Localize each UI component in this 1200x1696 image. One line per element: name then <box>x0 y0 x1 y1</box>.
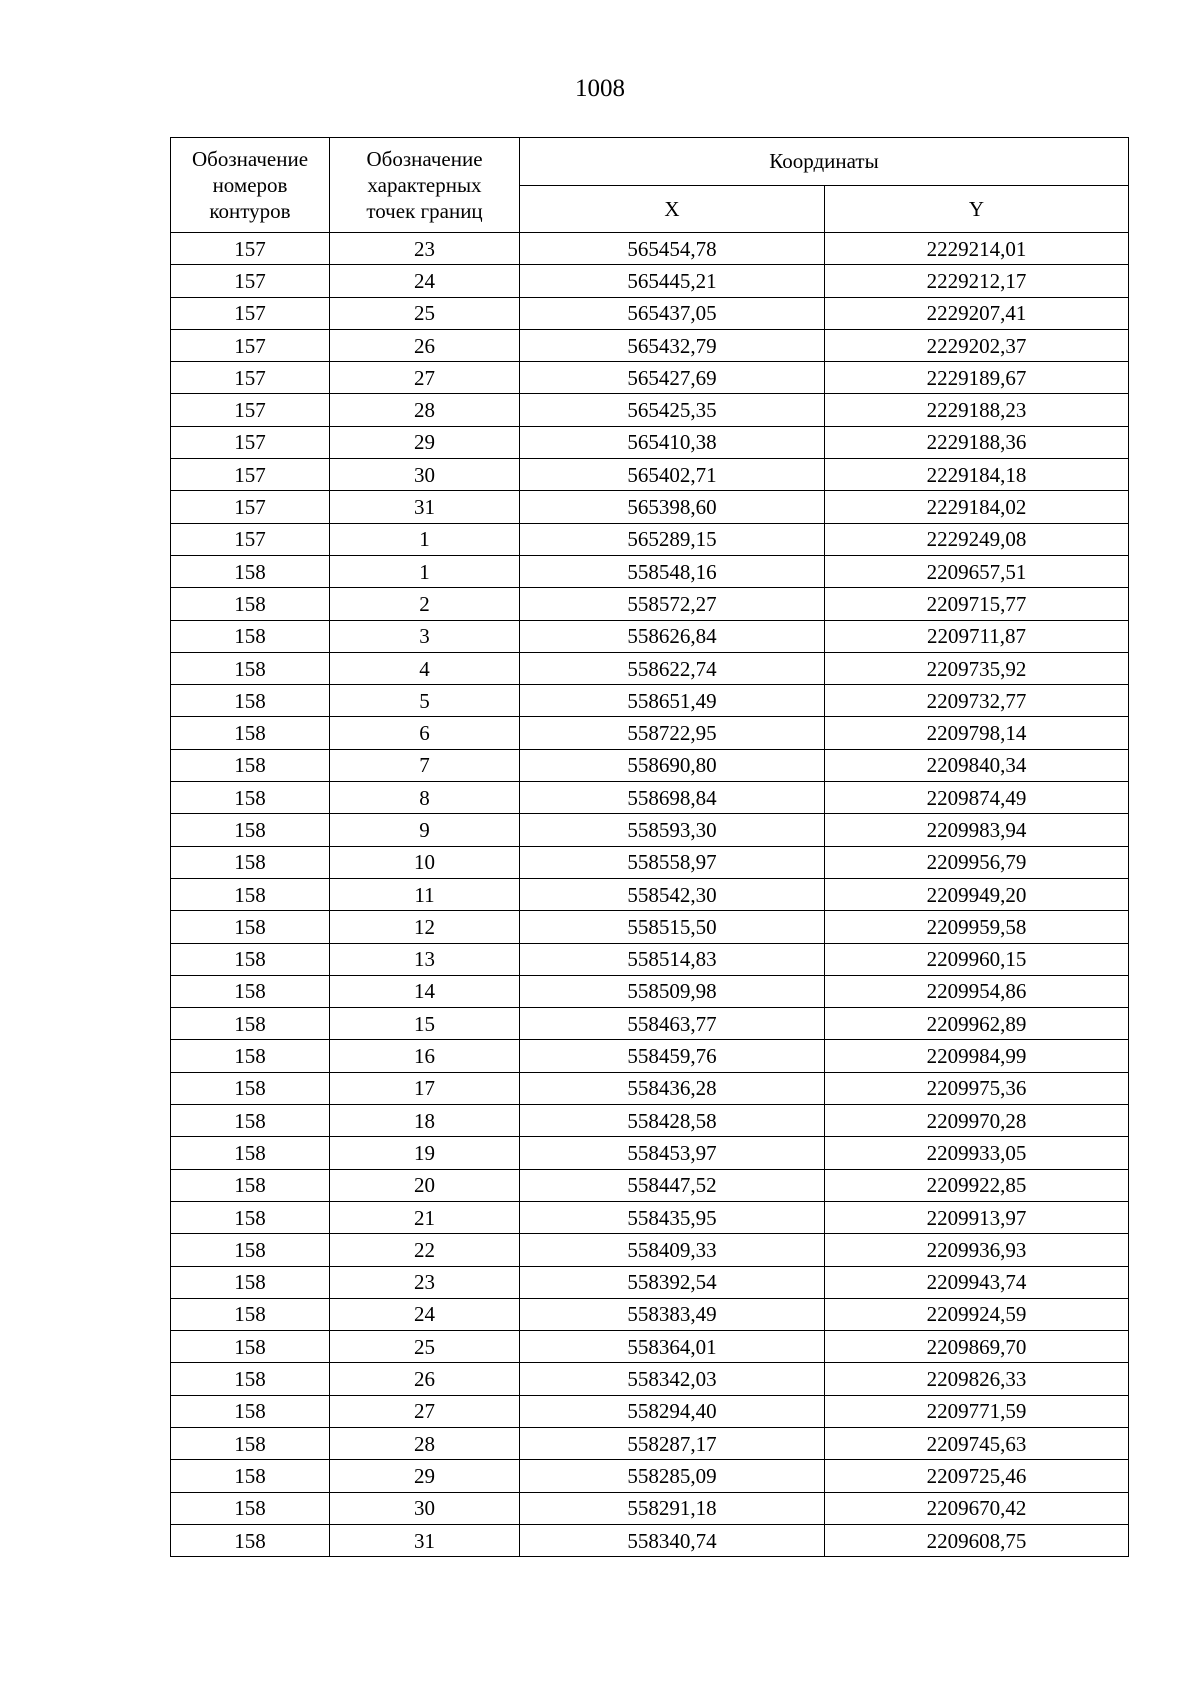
cell-point-number: 6 <box>330 717 520 749</box>
cell-point-number: 21 <box>330 1201 520 1233</box>
cell-contour-number: 158 <box>171 1072 330 1104</box>
cell-x-coordinate: 565402,71 <box>520 459 825 491</box>
cell-y-coordinate: 2229249,08 <box>825 523 1129 555</box>
table-row <box>171 652 1129 684</box>
cell-x-coordinate: 558548,16 <box>520 555 825 587</box>
cell-y-coordinate: 2229212,17 <box>825 265 1129 297</box>
cell-contour-number: 157 <box>171 394 330 426</box>
cell-point-number: 15 <box>330 1008 520 1040</box>
cell-point-number: 25 <box>330 297 520 329</box>
cell-x-coordinate: 565410,38 <box>520 426 825 458</box>
cell-point-number: 22 <box>330 1234 520 1266</box>
cell-point-number: 8 <box>330 782 520 814</box>
cell-x-coordinate: 558342,03 <box>520 1363 825 1395</box>
cell-contour-number: 158 <box>171 685 330 717</box>
cell-x-coordinate: 565445,21 <box>520 265 825 297</box>
cell-contour-number: 158 <box>171 1427 330 1459</box>
cell-contour-number: 158 <box>171 1363 330 1395</box>
cell-x-coordinate: 558291,18 <box>520 1492 825 1524</box>
cell-point-number: 7 <box>330 749 520 781</box>
cell-x-coordinate: 558340,74 <box>520 1524 825 1556</box>
cell-contour-number: 158 <box>171 1298 330 1330</box>
cell-y-coordinate: 2209924,59 <box>825 1298 1129 1330</box>
cell-x-coordinate: 558515,50 <box>520 911 825 943</box>
cell-y-coordinate: 2209608,75 <box>825 1524 1129 1556</box>
cell-x-coordinate: 558294,40 <box>520 1395 825 1427</box>
table-row <box>171 297 1129 329</box>
table-row <box>171 620 1129 652</box>
header-coordinates: Координаты <box>520 138 1129 186</box>
cell-y-coordinate: 2209657,51 <box>825 555 1129 587</box>
cell-point-number: 19 <box>330 1137 520 1169</box>
cell-y-coordinate: 2209975,36 <box>825 1072 1129 1104</box>
cell-y-coordinate: 2209771,59 <box>825 1395 1129 1427</box>
table-row <box>171 1201 1129 1233</box>
cell-contour-number: 157 <box>171 362 330 394</box>
table-row <box>171 1137 1129 1169</box>
header-contour-line-1: Обозначение <box>191 147 309 171</box>
cell-y-coordinate: 2209735,92 <box>825 652 1129 684</box>
cell-y-coordinate: 2229184,18 <box>825 459 1129 491</box>
table-row <box>171 459 1129 491</box>
table-row <box>171 943 1129 975</box>
cell-point-number: 9 <box>330 814 520 846</box>
table-row <box>171 329 1129 361</box>
cell-contour-number: 157 <box>171 426 330 458</box>
cell-x-coordinate: 558558,97 <box>520 846 825 878</box>
cell-x-coordinate: 565427,69 <box>520 362 825 394</box>
cell-contour-number: 158 <box>171 588 330 620</box>
cell-x-coordinate: 558392,54 <box>520 1266 825 1298</box>
header-x: X <box>520 185 825 233</box>
cell-y-coordinate: 2209869,70 <box>825 1331 1129 1363</box>
cell-y-coordinate: 2209715,77 <box>825 588 1129 620</box>
cell-contour-number: 158 <box>171 975 330 1007</box>
cell-point-number: 2 <box>330 588 520 620</box>
cell-y-coordinate: 2209798,14 <box>825 717 1129 749</box>
cell-point-number: 27 <box>330 362 520 394</box>
cell-contour-number: 158 <box>171 1137 330 1169</box>
table-row <box>171 523 1129 555</box>
cell-contour-number: 157 <box>171 297 330 329</box>
cell-contour-number: 158 <box>171 1266 330 1298</box>
cell-contour-number: 158 <box>171 1234 330 1266</box>
cell-y-coordinate: 2209960,15 <box>825 943 1129 975</box>
cell-x-coordinate: 558287,17 <box>520 1427 825 1459</box>
cell-x-coordinate: 558509,98 <box>520 975 825 1007</box>
cell-x-coordinate: 565425,35 <box>520 394 825 426</box>
cell-contour-number: 157 <box>171 459 330 491</box>
table-row <box>171 1234 1129 1266</box>
cell-y-coordinate: 2209936,93 <box>825 1234 1129 1266</box>
cell-point-number: 29 <box>330 1460 520 1492</box>
cell-point-number: 10 <box>330 846 520 878</box>
table-row <box>171 1298 1129 1330</box>
cell-y-coordinate: 2209745,63 <box>825 1427 1129 1459</box>
table-row <box>171 233 1129 265</box>
cell-contour-number: 158 <box>171 943 330 975</box>
cell-contour-number: 157 <box>171 491 330 523</box>
table-body <box>171 233 1129 1557</box>
cell-point-number: 1 <box>330 523 520 555</box>
cell-contour-number: 158 <box>171 1492 330 1524</box>
cell-point-number: 20 <box>330 1169 520 1201</box>
cell-x-coordinate: 558409,33 <box>520 1234 825 1266</box>
table-row <box>171 878 1129 910</box>
cell-x-coordinate: 565454,78 <box>520 233 825 265</box>
cell-point-number: 18 <box>330 1105 520 1137</box>
cell-contour-number: 158 <box>171 717 330 749</box>
table-row <box>171 265 1129 297</box>
cell-point-number: 12 <box>330 911 520 943</box>
table-row <box>171 717 1129 749</box>
cell-point-number: 4 <box>330 652 520 684</box>
cell-point-number: 25 <box>330 1331 520 1363</box>
table-row <box>171 1331 1129 1363</box>
cell-y-coordinate: 2209956,79 <box>825 846 1129 878</box>
cell-point-number: 28 <box>330 1427 520 1459</box>
cell-point-number: 14 <box>330 975 520 1007</box>
cell-contour-number: 158 <box>171 1169 330 1201</box>
header-point-line-1: Обозначение <box>366 147 483 171</box>
cell-y-coordinate: 2209711,87 <box>825 620 1129 652</box>
table-row <box>171 1169 1129 1201</box>
table-row <box>171 555 1129 587</box>
cell-point-number: 17 <box>330 1072 520 1104</box>
cell-point-number: 30 <box>330 1492 520 1524</box>
cell-point-number: 3 <box>330 620 520 652</box>
table-row <box>171 1040 1129 1072</box>
cell-contour-number: 157 <box>171 265 330 297</box>
cell-y-coordinate: 2209970,28 <box>825 1105 1129 1137</box>
cell-contour-number: 158 <box>171 782 330 814</box>
table-row <box>171 588 1129 620</box>
cell-contour-number: 158 <box>171 814 330 846</box>
cell-y-coordinate: 2209670,42 <box>825 1492 1129 1524</box>
cell-x-coordinate: 558542,30 <box>520 878 825 910</box>
cell-point-number: 16 <box>330 1040 520 1072</box>
cell-y-coordinate: 2209984,99 <box>825 1040 1129 1072</box>
cell-contour-number: 157 <box>171 523 330 555</box>
cell-contour-number: 158 <box>171 1040 330 1072</box>
header-contour-line-3: контуров <box>209 199 291 223</box>
cell-x-coordinate: 558463,77 <box>520 1008 825 1040</box>
cell-point-number: 31 <box>330 491 520 523</box>
cell-contour-number: 158 <box>171 620 330 652</box>
cell-contour-number: 158 <box>171 652 330 684</box>
table-row <box>171 426 1129 458</box>
cell-x-coordinate: 558626,84 <box>520 620 825 652</box>
header-y: Y <box>825 185 1129 233</box>
cell-x-coordinate: 558514,83 <box>520 943 825 975</box>
cell-y-coordinate: 2229184,02 <box>825 491 1129 523</box>
cell-contour-number: 158 <box>171 1008 330 1040</box>
cell-y-coordinate: 2229189,67 <box>825 362 1129 394</box>
cell-point-number: 24 <box>330 1298 520 1330</box>
cell-y-coordinate: 2229188,36 <box>825 426 1129 458</box>
table-row <box>171 685 1129 717</box>
cell-x-coordinate: 558622,74 <box>520 652 825 684</box>
table-row <box>171 1524 1129 1556</box>
cell-y-coordinate: 2229188,23 <box>825 394 1129 426</box>
cell-contour-number: 157 <box>171 233 330 265</box>
cell-x-coordinate: 558690,80 <box>520 749 825 781</box>
header-point-line-2: характерных <box>367 173 482 197</box>
cell-y-coordinate: 2209959,58 <box>825 911 1129 943</box>
coordinates-table <box>170 137 1129 1557</box>
cell-y-coordinate: 2209725,46 <box>825 1460 1129 1492</box>
cell-point-number: 5 <box>330 685 520 717</box>
table-row <box>171 491 1129 523</box>
cell-y-coordinate: 2229207,41 <box>825 297 1129 329</box>
cell-point-number: 26 <box>330 1363 520 1395</box>
cell-y-coordinate: 2209913,97 <box>825 1201 1129 1233</box>
cell-contour-number: 158 <box>171 1331 330 1363</box>
cell-point-number: 28 <box>330 394 520 426</box>
cell-point-number: 11 <box>330 878 520 910</box>
cell-contour-number: 158 <box>171 1524 330 1556</box>
table-row <box>171 362 1129 394</box>
cell-contour-number: 158 <box>171 1105 330 1137</box>
table-row <box>171 1427 1129 1459</box>
cell-point-number: 26 <box>330 329 520 361</box>
table-row <box>171 911 1129 943</box>
table-row <box>171 1072 1129 1104</box>
header-point-line-3: точек границ <box>366 199 483 223</box>
table-row <box>171 749 1129 781</box>
cell-x-coordinate: 565398,60 <box>520 491 825 523</box>
table-row <box>171 1266 1129 1298</box>
cell-y-coordinate: 2209732,77 <box>825 685 1129 717</box>
cell-point-number: 24 <box>330 265 520 297</box>
table-row <box>171 814 1129 846</box>
cell-point-number: 29 <box>330 426 520 458</box>
cell-contour-number: 158 <box>171 555 330 587</box>
header-contour-line-2: номеров <box>212 173 288 197</box>
cell-contour-number: 158 <box>171 749 330 781</box>
table-row <box>171 1363 1129 1395</box>
cell-y-coordinate: 2209983,94 <box>825 814 1129 846</box>
cell-point-number: 30 <box>330 459 520 491</box>
cell-x-coordinate: 558383,49 <box>520 1298 825 1330</box>
page-number: 1008 <box>575 75 625 102</box>
cell-y-coordinate: 2209954,86 <box>825 975 1129 1007</box>
cell-contour-number: 157 <box>171 329 330 361</box>
cell-contour-number: 158 <box>171 878 330 910</box>
cell-y-coordinate: 2209949,20 <box>825 878 1129 910</box>
cell-y-coordinate: 2209933,05 <box>825 1137 1129 1169</box>
cell-x-coordinate: 558364,01 <box>520 1331 825 1363</box>
cell-y-coordinate: 2209874,49 <box>825 782 1129 814</box>
cell-y-coordinate: 2209943,74 <box>825 1266 1129 1298</box>
cell-y-coordinate: 2229214,01 <box>825 233 1129 265</box>
cell-contour-number: 158 <box>171 911 330 943</box>
cell-y-coordinate: 2209826,33 <box>825 1363 1129 1395</box>
table-row <box>171 975 1129 1007</box>
cell-point-number: 23 <box>330 233 520 265</box>
cell-point-number: 13 <box>330 943 520 975</box>
cell-y-coordinate: 2209840,34 <box>825 749 1129 781</box>
cell-contour-number: 158 <box>171 846 330 878</box>
cell-contour-number: 158 <box>171 1460 330 1492</box>
table-row <box>171 1008 1129 1040</box>
table-row <box>171 1460 1129 1492</box>
cell-x-coordinate: 565437,05 <box>520 297 825 329</box>
cell-contour-number: 158 <box>171 1395 330 1427</box>
table-header <box>171 138 1129 233</box>
cell-x-coordinate: 565432,79 <box>520 329 825 361</box>
table-row <box>171 394 1129 426</box>
cell-point-number: 27 <box>330 1395 520 1427</box>
table-row <box>171 782 1129 814</box>
cell-x-coordinate: 565289,15 <box>520 523 825 555</box>
table-row <box>171 1395 1129 1427</box>
cell-x-coordinate: 558698,84 <box>520 782 825 814</box>
cell-x-coordinate: 558651,49 <box>520 685 825 717</box>
cell-x-coordinate: 558453,97 <box>520 1137 825 1169</box>
cell-y-coordinate: 2209962,89 <box>825 1008 1129 1040</box>
cell-x-coordinate: 558459,76 <box>520 1040 825 1072</box>
header-contour-designation <box>171 138 330 233</box>
cell-y-coordinate: 2229202,37 <box>825 329 1129 361</box>
cell-x-coordinate: 558436,28 <box>520 1072 825 1104</box>
header-point-designation <box>330 138 520 233</box>
table-row <box>171 1492 1129 1524</box>
cell-contour-number: 158 <box>171 1201 330 1233</box>
cell-x-coordinate: 558428,58 <box>520 1105 825 1137</box>
cell-x-coordinate: 558722,95 <box>520 717 825 749</box>
cell-x-coordinate: 558572,27 <box>520 588 825 620</box>
cell-point-number: 31 <box>330 1524 520 1556</box>
cell-x-coordinate: 558435,95 <box>520 1201 825 1233</box>
cell-point-number: 1 <box>330 555 520 587</box>
cell-y-coordinate: 2209922,85 <box>825 1169 1129 1201</box>
cell-x-coordinate: 558447,52 <box>520 1169 825 1201</box>
cell-x-coordinate: 558593,30 <box>520 814 825 846</box>
cell-x-coordinate: 558285,09 <box>520 1460 825 1492</box>
table-row <box>171 1105 1129 1137</box>
table-row <box>171 846 1129 878</box>
cell-point-number: 23 <box>330 1266 520 1298</box>
